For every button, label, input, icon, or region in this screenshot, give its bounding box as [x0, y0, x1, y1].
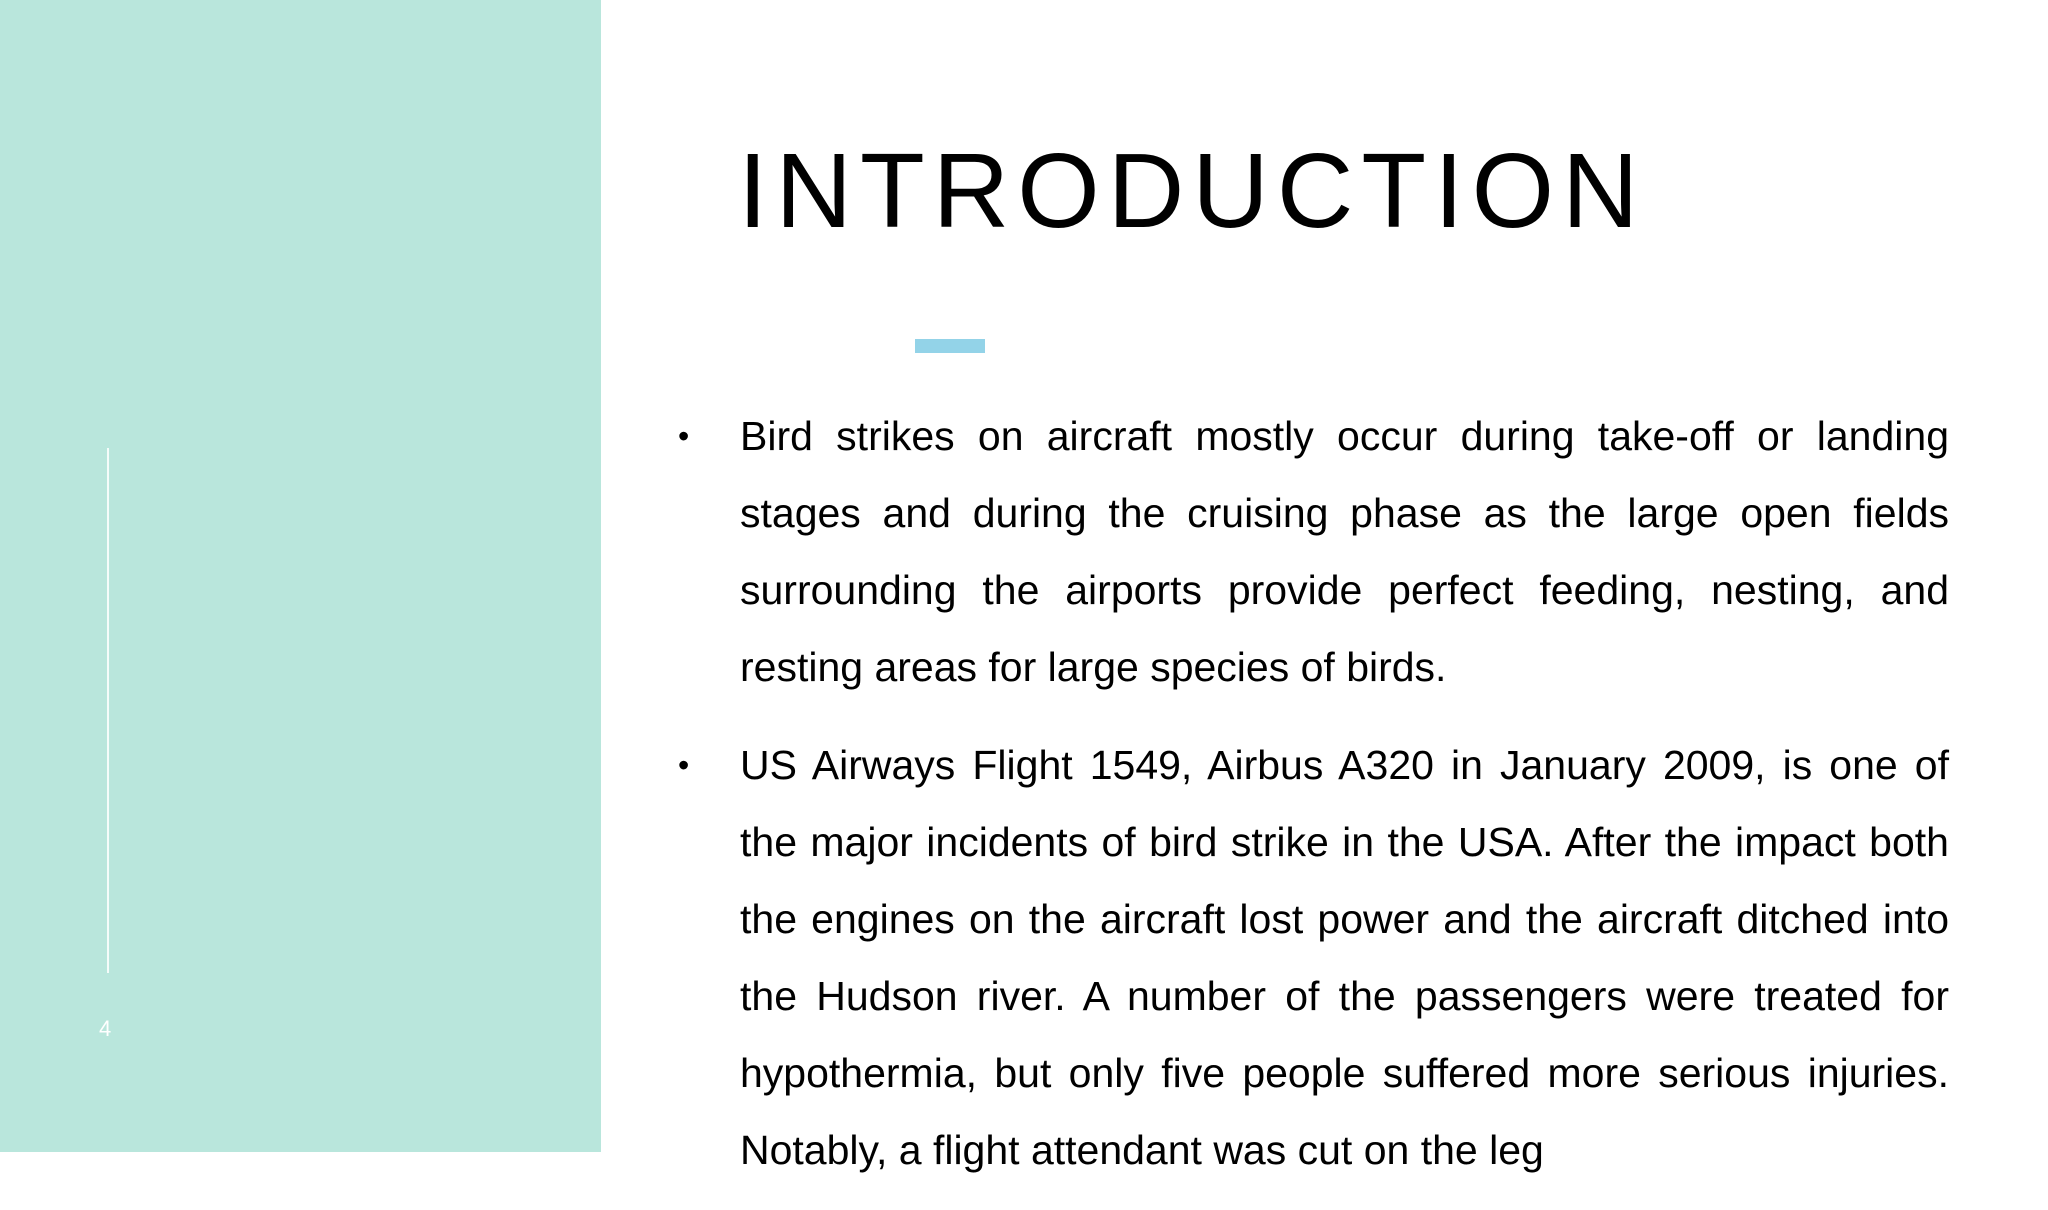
bullet-text: Bird strikes on aircraft mostly occur during take-off or landing stages and during the cruising phase as the large open fields surrounding the airports provide perfect feeding, nesting, and resting areas for large species of birds. [740, 413, 1949, 690]
slide-number: 4 [99, 1016, 112, 1041]
title-accent-bar [915, 339, 985, 353]
bullet-item-flight-1549 [678, 727, 1949, 1189]
left-color-panel [0, 0, 601, 1152]
bullet-text: US Airways Flight 1549, Airbus A320 in January 2009, is one of the major incidents of bird strike in the USA. After the impact both the engines on the aircraft lost power and the aircraft ditched into the Hudson river. A number of the passengers were treated for hypothermia, but only five people suffered more serious injuries. Notably, a flight attendant was cut on the leg [740, 742, 1949, 1173]
bullet-dot-icon: • [678, 418, 690, 454]
vertical-divider-line [107, 448, 109, 973]
bullet-item-bird-strikes [678, 398, 1949, 706]
bullet-dot-icon: • [678, 747, 690, 783]
slide-title: INTRODUCTION [738, 132, 1647, 250]
bullet-list [678, 398, 1949, 1210]
